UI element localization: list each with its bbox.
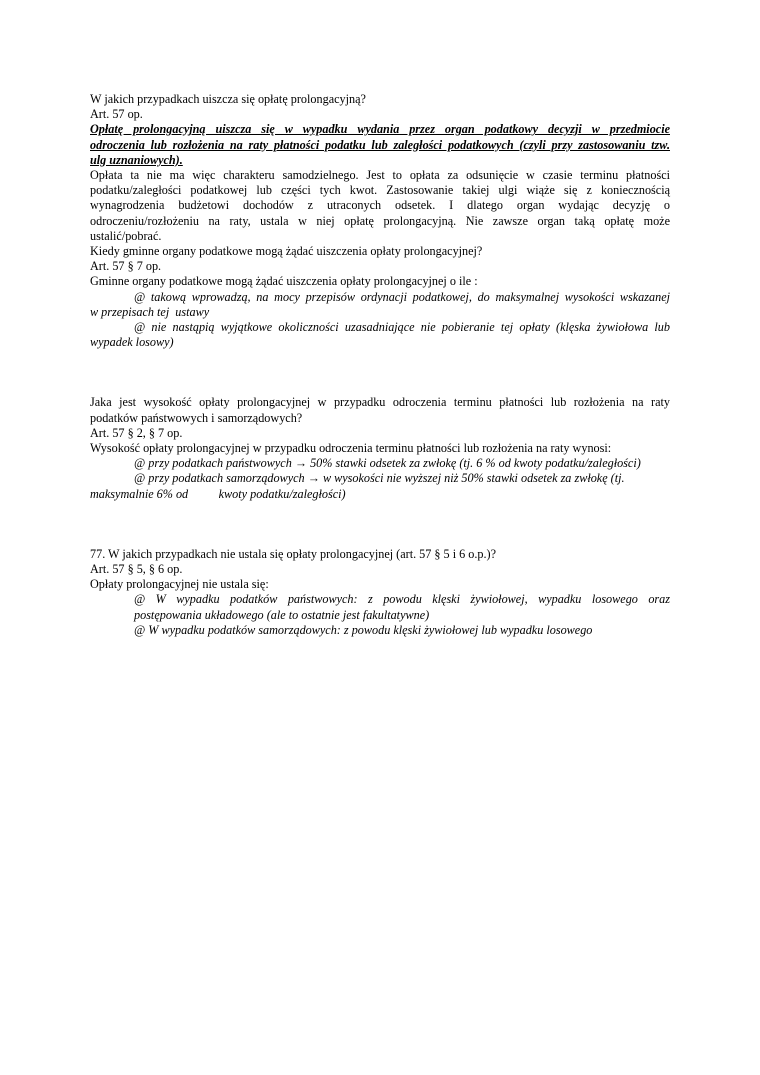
question-3-line-1: Jaka jest wysokość opłaty prolongacyjnej w przypadku odroczenia terminu płatności lub rozłożenia na raty: [90, 395, 670, 410]
list-item-1b: w przepisach tej ustawy: [90, 304, 210, 319]
rate-item-1-value: 50% stawki odsetek za zwłokę (tj. 6 % od kwoty podatku/zaległości): [310, 456, 641, 471]
rate-item-2-label: @ przy podatkach samorządowych: [134, 471, 305, 486]
arrow-right-icon: →: [294, 456, 308, 471]
answer-bold-line-1: Opłatę prolongacyjną uiszcza się w wypadku wydania przez organ podatkowy decyzji w przedmiocie: [90, 122, 670, 137]
exempt-item-2: @ W wypadku podatków samorządowych: z powodu klęski żywiołowej lub wypadku losowego: [134, 622, 593, 637]
exempt-item-1b: postępowania układowego (ale to ostatnie jest fakultatywne): [134, 607, 430, 622]
paragraph-line-1: Opłata ta nie ma więc charakteru samodzielnego. Jest to opłata za odsunięcie w czasie terminu płatności: [90, 168, 670, 183]
paragraph-line-5: ustalić/pobrać.: [90, 228, 162, 243]
arrow-right-icon: →: [307, 471, 320, 486]
paragraph-line-4: odroczeniu/rozłożeniu na raty, ustala w niej opłatę prolongacyjną. Nie zawsze organ taką opłatę może: [90, 213, 670, 228]
article-ref-2: Art. 57 § 7 op.: [90, 259, 162, 274]
question-4: 77. W jakich przypadkach nie ustala się opłaty prolongacyjnej (art. 57 § 5 i 6 o.p.)?: [90, 546, 497, 561]
answer-bold-line-3: ulg uznaniowych).: [90, 152, 183, 167]
list-item-2b: wypadek losowy): [90, 335, 174, 350]
rate-item-2b: maksymalnie 6% od kwoty podatku/zaległości): [90, 486, 346, 501]
rate-item-2: [90, 471, 670, 486]
answer-bold-line-2: odroczenia lub rozłożenia na raty płatności podatku lub zaległości podatkowych (czyli przy zastosowaniu tzw.: [90, 137, 670, 152]
list-item-2a: @ nie nastąpią wyjątkowe okoliczności uzasadniające nie pobieranie tej opłaty (klęska żywiołowa lub: [134, 320, 670, 335]
question-2: Kiedy gminne organy podatkowe mogą żądać uiszczenia opłaty prolongacyjnej?: [90, 244, 483, 259]
paragraph-line-3: wynagrodzenia budżetowi dochodów z utraconych odsetek. I dlatego organ wydając decyzję o: [90, 198, 670, 213]
question-3-line-2: podatków państwowych i samorządowych?: [90, 410, 303, 425]
paragraph-line-2: podatku/zaległości podatkowej lub części tych kwot. Zastosowanie takiej ulgi wiąże się z koniecznością: [90, 183, 670, 198]
document-page: [90, 92, 670, 638]
rate-item-2-value: w wysokości nie wyższej niż 50% stawki odsetek za zwłokę (tj.: [322, 471, 625, 486]
rate-item-1-label: @ przy podatkach państwowych: [134, 456, 292, 471]
intro-2: Gminne organy podatkowe mogą żądać uiszczenia opłaty prolongacyjnej o ile :: [90, 274, 478, 289]
list-item-1a: @ takową wprowadzą, na mocy przepisów ordynacji podatkowej, do maksymalnej wysokości wskazanej: [134, 289, 670, 304]
article-ref-4: Art. 57 § 5, § 6 op.: [90, 562, 183, 577]
article-ref-1: Art. 57 op.: [90, 107, 143, 122]
exempt-item-1a: @ W wypadku podatków państwowych: z powodu klęski żywiołowej, wypadku losowego oraz: [134, 592, 670, 607]
rate-item-1: [90, 456, 670, 471]
intro-4: Opłaty prolongacyjnej nie ustala się:: [90, 577, 269, 592]
spacer: [90, 502, 670, 547]
question-1: W jakich przypadkach uiszcza się opłatę prolongacyjną?: [90, 92, 366, 106]
article-ref-3: Art. 57 § 2, § 7 op.: [90, 425, 183, 440]
intro-3: Wysokość opłaty prolongacyjnej w przypadku odroczenia terminu płatności lub rozłożenia na raty wynosi:: [90, 441, 612, 456]
spacer: [90, 350, 670, 395]
